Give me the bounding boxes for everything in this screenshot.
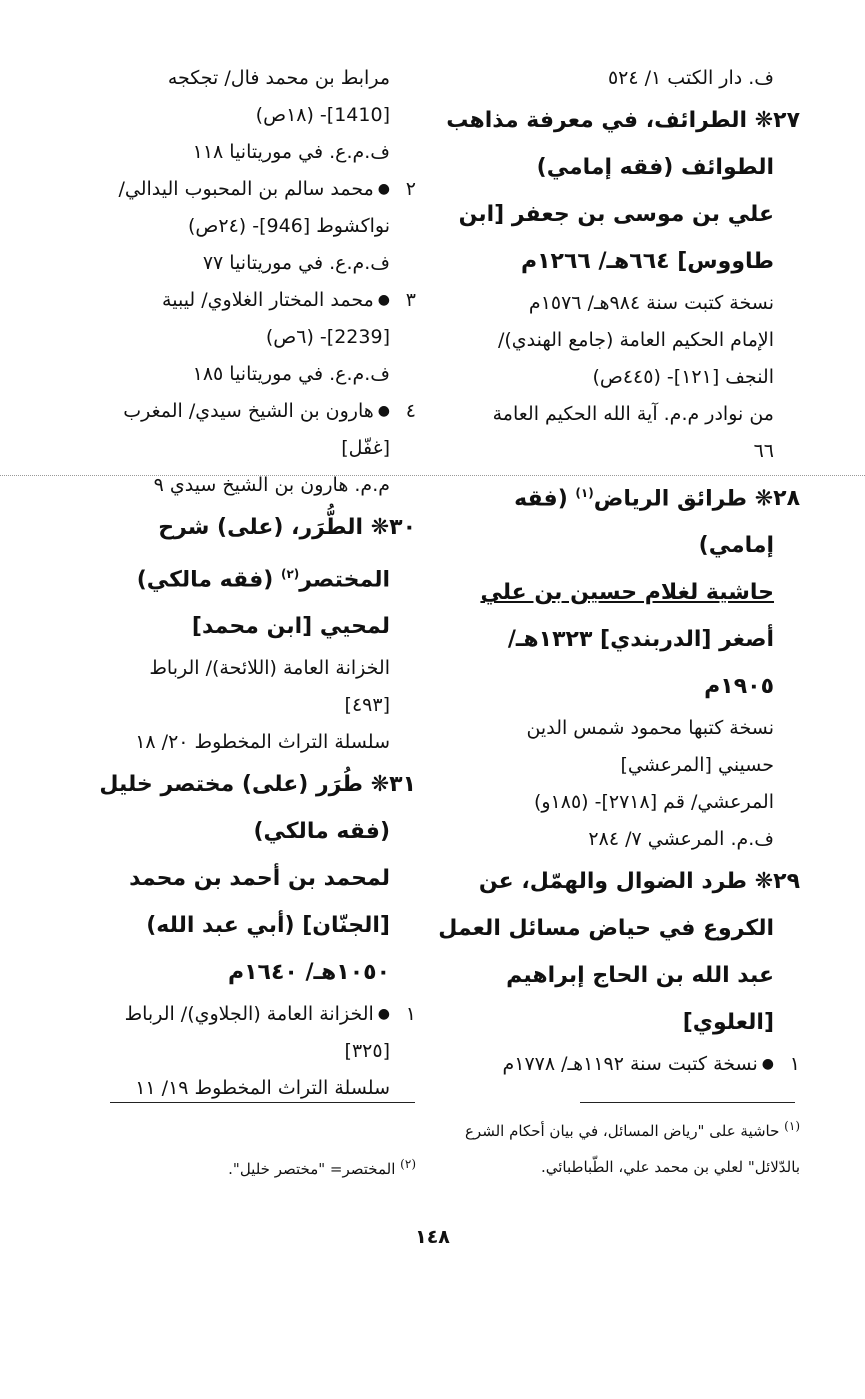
entry-text: ف.م.ع. في موريتانيا ١١٨ xyxy=(192,141,390,163)
page-number: ١٤٨ xyxy=(415,1226,450,1248)
entry-line xyxy=(462,821,800,858)
footnote-reference: (٢) xyxy=(280,567,300,581)
entry-line xyxy=(462,710,800,747)
asterism-icon: ❋ xyxy=(754,108,774,133)
entry-text: طُرَر (على) مختصر خليل xyxy=(99,772,364,798)
footnote-marker: (١) xyxy=(784,1119,800,1133)
entry-heading-line xyxy=(438,905,800,952)
entry-text: طاووس] ٦٦٤هـ/ ١٢٦٦م xyxy=(520,249,774,274)
entry-heading-line xyxy=(76,949,416,996)
entry-heading-line xyxy=(462,238,800,285)
entry-text: المختصر xyxy=(299,567,390,593)
entry-text: م.م. هارون بن الشيخ سيدي ٩ xyxy=(153,474,390,496)
entry-text: ف.م.ع. في موريتانيا ١٨٥ xyxy=(192,363,390,385)
entry-text: حاشية لغلام حسين بن علي xyxy=(480,580,774,606)
entry-text: المرعشي/ قم [٢٧١٨]- (١٨٥و) xyxy=(533,791,774,814)
entry-text-continued: (فقه مالكي) xyxy=(136,567,281,593)
entry-line xyxy=(462,359,800,396)
entry-heading-line xyxy=(462,663,800,710)
entry-line xyxy=(462,433,800,470)
asterism-icon: ❋ xyxy=(370,515,390,540)
entry-text: ف. دار الكتب ١/ ٥٢٤ xyxy=(607,67,774,89)
entry-text: ١٩٠٥م xyxy=(704,674,774,700)
entry-line xyxy=(76,996,416,1033)
entry-number: ٣٠ xyxy=(389,515,416,540)
entry-text: لمحيي [ابن محمد] xyxy=(191,614,390,640)
entry-line xyxy=(462,784,800,821)
entry-heading-line xyxy=(462,952,800,999)
entry-text: من نوادر م.م. آية الله الحكيم العامة xyxy=(492,403,774,425)
entry-text: حسيني [المرعشي] xyxy=(620,754,774,777)
entry-line xyxy=(76,393,416,430)
entry-line xyxy=(76,282,416,319)
footnote-text: حاشية على "رياض المسائل، في بيان أحكام الشرع بالدّلائل" لعلي بن محمد علي، الطّباطبائي. xyxy=(464,1122,800,1176)
entry-text: محمد سالم بن المحبوب اليدالي/ xyxy=(118,178,374,200)
entry-heading-line xyxy=(76,551,416,603)
left-column xyxy=(76,60,416,1107)
entry-line xyxy=(76,356,416,393)
entry-number: ٤ xyxy=(405,400,416,422)
entry-text: ١٠٥٠هـ/ ١٦٤٠م xyxy=(227,960,390,986)
bullet-icon: ● xyxy=(761,1056,774,1073)
entry-text: لمحمد بن أحمد بن محمد xyxy=(129,866,390,892)
entry-text: [غفّل] xyxy=(341,437,390,459)
entry-heading-line xyxy=(462,999,800,1046)
entry-text: ف.م.ع. في موريتانيا ٧٧ xyxy=(202,252,390,274)
entry-line xyxy=(76,319,416,356)
page-divider xyxy=(0,475,865,476)
entry-text: طرد الضوال والهمّل، عن xyxy=(478,869,748,895)
entry-text: الخزانة العامة (اللائحة)/ الرباط xyxy=(149,657,390,680)
entry-line xyxy=(76,650,416,687)
entry-line xyxy=(76,134,416,171)
entry-heading-line xyxy=(76,808,416,855)
entry-text-continued: (فقه xyxy=(514,486,576,512)
entry-number: ٣ xyxy=(405,289,416,311)
entry-text: نواكشوط [946]- (٢٤ص) xyxy=(187,215,390,237)
entry-line xyxy=(462,322,800,359)
asterism-icon: ❋ xyxy=(754,869,774,895)
entry-line xyxy=(76,171,416,208)
footnote-right xyxy=(440,1108,800,1185)
entry-text: هارون بن الشيخ سيدي/ المغرب xyxy=(123,400,374,422)
entry-text: الطوائف (فقه إمامي) xyxy=(536,155,774,180)
entry-text: [العلوي] xyxy=(682,1010,774,1036)
entry-text: [الجنّان] (أبي عبد الله) xyxy=(146,913,390,939)
entry-text: عبد الله بن الحاج إبراهيم xyxy=(506,963,774,989)
entry-line xyxy=(76,467,416,504)
entry-line xyxy=(462,1046,800,1083)
entry-text: سلسلة التراث المخطوط ١٩/ ١١ xyxy=(135,1077,390,1100)
entry-text: الطرائف، في معرفة مذاهب xyxy=(446,108,748,133)
entry-text: نسخة كتبت سنة ٩٨٤هـ/ ١٥٧٦م xyxy=(528,292,774,314)
entry-text: أصغر [الدربندي] ١٣٢٣هـ/ xyxy=(507,627,774,653)
entry-heading-line xyxy=(76,855,416,902)
entry-line xyxy=(76,687,416,724)
entry-heading-line xyxy=(462,616,800,663)
entry-text: الخزانة العامة (الجلاوي)/ الرباط xyxy=(124,1003,374,1026)
footnote-marker: (٢) xyxy=(400,1157,416,1171)
entry-text: طرائق الرياض xyxy=(593,486,748,512)
entry-heading-line xyxy=(76,504,416,551)
bullet-icon: ● xyxy=(377,403,390,419)
entry-heading-line xyxy=(76,603,416,650)
entry-text: الطُّرَر، (على) شرح xyxy=(158,515,364,540)
entry-number: ١ xyxy=(789,1053,800,1076)
asterism-icon: ❋ xyxy=(754,486,774,512)
entry-line xyxy=(462,60,800,97)
entry-text: نسخة كتبت سنة ١١٩٢هـ/ ١٧٧٨م xyxy=(502,1053,758,1076)
entry-text: محمد المختار الغلاوي/ ليبية xyxy=(162,289,374,311)
entry-text: [2239]- (٦ص) xyxy=(265,326,390,348)
entry-line xyxy=(76,60,416,97)
footnote-text: المختصر= "مختصر خليل". xyxy=(228,1160,396,1178)
bullet-icon: ● xyxy=(377,292,390,308)
entry-number: ٢ xyxy=(405,178,416,200)
entry-heading-line xyxy=(446,97,800,144)
entry-text: ٦٦ xyxy=(753,440,774,462)
asterism-icon: ❋ xyxy=(370,772,390,798)
entry-text: الإمام الحكيم العامة (جامع الهندي)/ xyxy=(497,329,774,351)
entry-text: [٤٩٣] xyxy=(344,694,390,717)
footnote-reference: (١) xyxy=(575,486,594,500)
entry-heading-line xyxy=(76,902,416,949)
entry-heading-line xyxy=(462,569,800,616)
entry-text: إمامي) xyxy=(698,533,774,559)
entry-number: ٢٩ xyxy=(773,869,800,895)
entry-text: [٣٢٥] xyxy=(344,1040,390,1063)
entry-heading-line xyxy=(76,761,416,808)
entry-line xyxy=(76,724,416,761)
entry-text: مرابط بن محمد فال/ تجكجه xyxy=(167,67,390,89)
entry-line xyxy=(462,396,800,433)
entry-line xyxy=(462,285,800,322)
entry-text: ف.م. المرعشي ٧/ ٢٨٤ xyxy=(588,828,774,851)
footnote-rule-right xyxy=(580,1102,795,1103)
entry-line xyxy=(76,208,416,245)
entry-text: (فقه مالكي) xyxy=(253,819,390,845)
entry-number: ٣١ xyxy=(389,772,416,798)
entry-line xyxy=(76,245,416,282)
bullet-icon: ● xyxy=(377,181,390,197)
entry-text: الكروع في حياض مسائل العمل xyxy=(438,916,774,942)
entry-line xyxy=(76,1033,416,1070)
entry-heading-line xyxy=(458,191,800,238)
entry-text: نسخة كتبها محمود شمس الدين xyxy=(526,717,774,740)
footnote-left xyxy=(176,1146,416,1187)
bullet-icon: ● xyxy=(377,1006,390,1023)
entry-line xyxy=(76,97,416,134)
entry-text: [1410]- (١٨ص) xyxy=(255,104,390,126)
entry-heading-line xyxy=(462,144,800,191)
right-column xyxy=(438,60,800,1083)
entry-number: ٢٧ xyxy=(773,108,800,133)
footnote-rule-left xyxy=(110,1102,415,1103)
entry-heading-line xyxy=(462,470,800,522)
entry-text: سلسلة التراث المخطوط ٢٠/ ١٨ xyxy=(135,731,390,754)
entry-line xyxy=(462,747,800,784)
entry-line xyxy=(76,430,416,467)
entry-text: النجف [١٢١]- (٤٤٥ص) xyxy=(592,366,774,388)
entry-number: ١ xyxy=(405,1003,416,1026)
entry-heading-line xyxy=(462,522,800,569)
entry-text: علي بن موسى بن جعفر [ابن xyxy=(458,202,774,227)
entry-heading-line xyxy=(462,858,800,905)
entry-number: ٢٨ xyxy=(773,486,800,512)
